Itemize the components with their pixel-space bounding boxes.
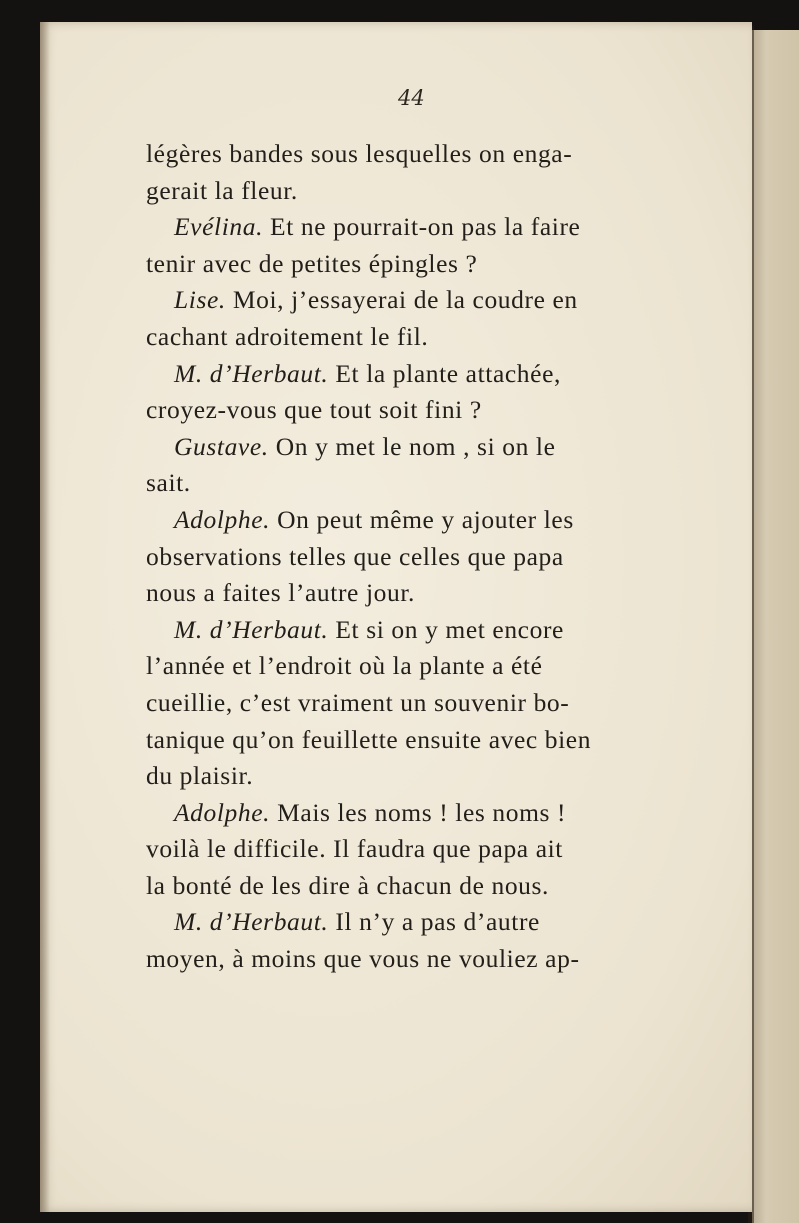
line-text: moyen, à moins que vous ne vouliez ap-	[146, 944, 580, 974]
line-text: gerait la fleur.	[146, 175, 298, 205]
speaker-name: Adolphe.	[174, 504, 271, 534]
line-text: Moi, j’essayerai de la coudre en	[225, 285, 578, 315]
line-text: Et si on y met encore	[328, 614, 564, 644]
speaker-name: M. d’Herbaut.	[174, 614, 329, 644]
line-text: tenir avec de petites épingles ?	[146, 248, 478, 278]
text-line	[146, 612, 704, 649]
text-line	[146, 831, 704, 868]
text-line	[146, 282, 704, 319]
line-text: Il n’y a pas d’autre	[328, 907, 540, 937]
next-page-edge	[752, 30, 799, 1223]
text-line	[146, 465, 704, 502]
text-line	[146, 209, 704, 246]
line-text: nous a faites l’autre jour.	[146, 578, 415, 608]
line-text: la bonté de les dire à chacun de nous.	[146, 870, 550, 900]
line-text: légères bandes sous lesquelles on enga-	[146, 139, 573, 168]
line-text: croyez-vous que tout soit fini ?	[146, 395, 482, 425]
text-line	[146, 539, 704, 576]
speaker-name: Evélina.	[174, 212, 264, 242]
text-line	[146, 429, 704, 466]
text-line	[146, 722, 704, 759]
line-text: On y met le nom , si on le	[268, 431, 556, 461]
text-line	[146, 319, 704, 356]
text-line	[146, 868, 704, 905]
line-text: du plaisir.	[146, 761, 254, 791]
text-line	[146, 173, 704, 210]
text-line	[146, 392, 704, 429]
speaker-name: M. d’Herbaut.	[174, 358, 329, 388]
text-line	[146, 136, 704, 173]
line-text: cueillie, c’est vraiment un souvenir bo-	[146, 687, 570, 717]
line-text: On peut même y ajouter les	[270, 504, 574, 534]
text-line	[146, 648, 704, 685]
text-line	[146, 246, 704, 283]
speaker-name: Adolphe.	[174, 797, 271, 827]
text-line	[146, 904, 704, 941]
text-line	[146, 941, 704, 978]
page-text	[146, 136, 704, 978]
line-text: voilà le difficile. Il faudra que papa ait	[146, 834, 563, 864]
text-line	[146, 356, 704, 393]
line-text: l’année et l’endroit où la plante a été	[146, 651, 543, 681]
page-number: 44	[398, 86, 425, 110]
line-text: tanique qu’on feuillette ensuite avec bien	[146, 724, 592, 754]
speaker-name: Gustave.	[174, 431, 269, 461]
text-line	[146, 685, 704, 722]
line-text: observations telles que celles que papa	[146, 541, 564, 571]
line-text: cachant adroitement le fil.	[146, 321, 429, 351]
line-text: Mais les noms ! les noms !	[270, 797, 567, 827]
line-text: Et la plante attachée,	[328, 358, 561, 388]
speaker-name: Lise.	[174, 285, 226, 315]
text-line	[146, 758, 704, 795]
line-text: sait.	[146, 468, 191, 498]
line-text: Et ne pourrait-on pas la faire	[263, 212, 581, 242]
speaker-name: M. d’Herbaut.	[174, 907, 329, 937]
text-line	[146, 575, 704, 612]
text-line	[146, 502, 704, 539]
page-gutter	[40, 22, 50, 1212]
text-line	[146, 795, 704, 832]
